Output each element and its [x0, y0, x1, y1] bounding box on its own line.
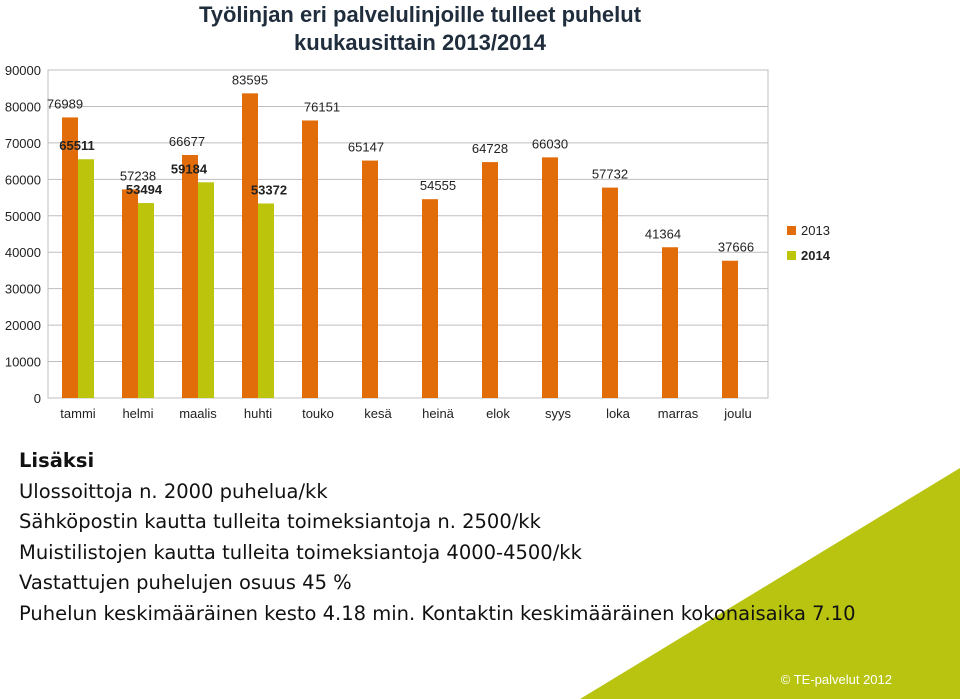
x-tick-label: tammi: [60, 406, 96, 421]
x-tick-label: maalis: [179, 406, 217, 421]
notes-heading: Lisäksi: [19, 449, 95, 472]
notes-line: Puhelun keskimääräinen kesto 4.18 min. Kontaktin keskimääräinen kokonaisaika 7.10: [19, 601, 856, 625]
bar-2014: [258, 203, 274, 398]
x-tick-label: syys: [545, 406, 571, 421]
data-label: 66030: [531, 136, 569, 152]
bar-2013: [542, 157, 558, 398]
legend-label: 2013: [801, 223, 830, 238]
y-tick-label: 30000: [4, 281, 41, 297]
notes-line: Sähköpostin kautta tulleita toimeksiantoja n. 2500/kk: [19, 510, 541, 533]
data-label: 76151: [303, 99, 341, 115]
y-tick-label: 60000: [4, 172, 41, 188]
data-label: 57238: [119, 168, 157, 184]
x-tick-label: touko: [302, 406, 334, 421]
legend-label: 2014: [801, 248, 830, 263]
bar-2013: [602, 188, 618, 398]
data-label: 41364: [644, 226, 682, 242]
bar-2013: [362, 161, 378, 398]
bar-2013: [722, 261, 738, 398]
y-tick-label: 40000: [4, 245, 41, 261]
data-label: 64728: [471, 141, 509, 157]
y-tick-label: 20000: [4, 318, 41, 334]
bar-2014: [198, 182, 214, 398]
x-tick-label: joulu: [724, 406, 752, 421]
legend-swatch-2014: [787, 251, 796, 260]
x-tick-label: kesä: [364, 406, 392, 421]
notes-line: Ulossoittoja n. 2000 puhelua/kk: [19, 479, 328, 503]
data-label: 53372: [250, 182, 288, 198]
bars: [62, 93, 738, 398]
bar-2013: [482, 162, 498, 398]
data-label: 57732: [591, 166, 629, 182]
x-tick-label: elok: [486, 406, 510, 421]
y-tick-label: 10000: [4, 354, 41, 370]
notes-line: Vastattujen puhelujen osuus 45 %: [19, 571, 352, 594]
y-tick-label: 70000: [4, 135, 41, 151]
legend-swatch-2013: [787, 226, 796, 235]
data-label: 59184: [170, 161, 208, 177]
axis-ticks: [4, 63, 755, 421]
data-label: 54555: [419, 178, 457, 194]
bar-2013: [302, 120, 318, 398]
bar-2013: [122, 189, 138, 398]
x-tick-label: huhti: [243, 406, 273, 421]
notes-line: Muistilistojen kautta tulleita toimeksiantoja 4000-4500/kk: [19, 540, 582, 564]
footer-copyright: © TE-palvelut 2012: [780, 672, 892, 687]
chart-title-line-2: kuukausittain 2013/2014: [294, 30, 546, 55]
chart-title-line-1: Työlinjan eri palvelulinjoille tulleet puhelut: [198, 2, 642, 27]
y-tick-label: 0: [33, 391, 41, 406]
data-label: 66677: [168, 133, 206, 149]
bar-2013: [62, 117, 78, 398]
data-label: 53494: [125, 182, 163, 198]
x-tick-label: loka: [606, 406, 630, 421]
bar-2014: [138, 203, 154, 398]
data-label: 83595: [231, 72, 269, 88]
notes-section: [19, 446, 899, 629]
bar-2013: [182, 155, 198, 398]
bar-2013: [422, 199, 438, 398]
bar-2014: [78, 159, 94, 398]
legend: [787, 223, 831, 263]
bar-2013: [662, 247, 678, 398]
x-tick-label: marras: [657, 406, 699, 421]
data-label: 76989: [46, 96, 84, 112]
y-tick-label: 80000: [4, 99, 41, 115]
data-label: 65511: [59, 138, 95, 154]
x-tick-label: heinä: [422, 406, 454, 421]
y-tick-label: 50000: [4, 208, 41, 224]
data-label: 37666: [717, 239, 755, 255]
x-tick-label: helmi: [122, 406, 154, 421]
data-label: 65147: [347, 139, 385, 155]
y-tick-label: 90000: [4, 63, 41, 78]
bar-2013: [242, 93, 258, 398]
